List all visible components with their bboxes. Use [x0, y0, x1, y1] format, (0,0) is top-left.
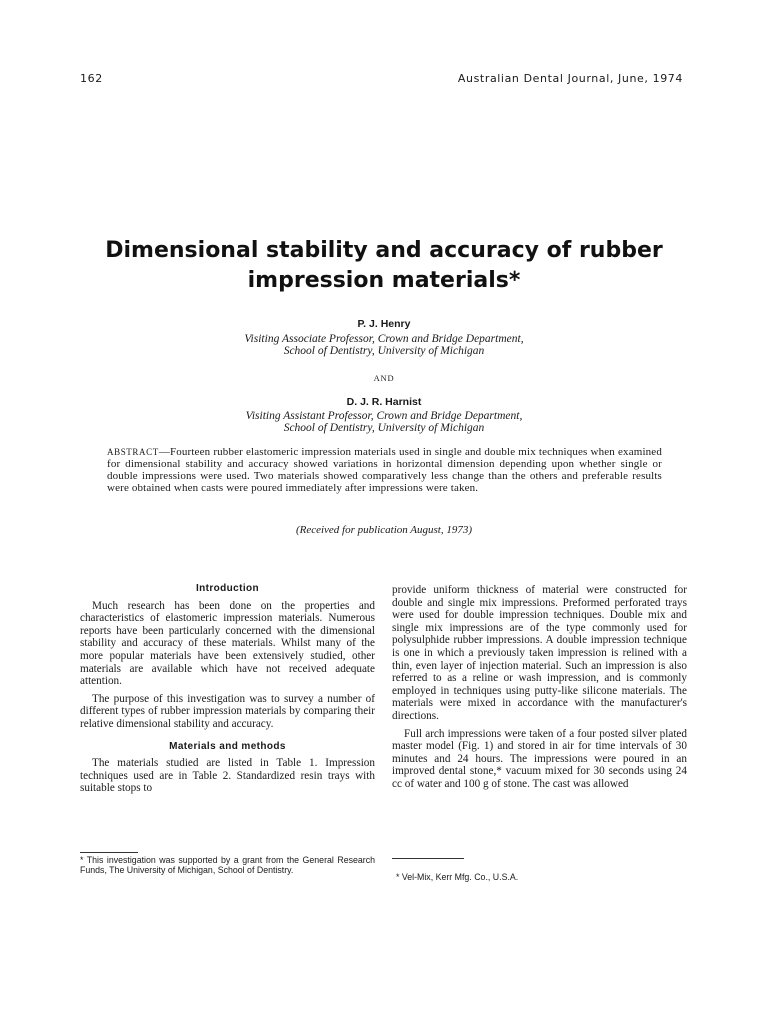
footnote-right: * Vel-Mix, Kerr Mfg. Co., U.S.A.	[396, 872, 519, 882]
right-column	[392, 584, 687, 796]
abstract-label: ABSTRACT	[107, 447, 159, 457]
methods-paragraph-1: The materials studied are listed in Table 1. Impression techniques used are in Table 2. Standardized resin trays with suitable stops to	[80, 757, 375, 795]
footnote-rule-left	[80, 852, 138, 853]
page-number: 162	[80, 72, 103, 85]
left-column	[80, 583, 375, 800]
author-2-affiliation-line2: School of Dentistry, University of Michigan	[283, 422, 485, 434]
footnote-left: * This investigation was supported by a grant from the General Research Funds, The University of Michigan, School of Dentistry.	[80, 855, 375, 875]
received-date: (Received for publication August, 1973)	[295, 524, 473, 536]
and-separator: AND	[373, 373, 395, 383]
introduction-paragraph-1: Much research has been done on the properties and characteristics of elastomeric impression materials. Numerous reports have been particularly concerned with the dimensional stability and accuracy of these materials. Whilst many of the more popular materials have been extensively studied, other materials are available which have not received adequate attention.	[80, 599, 375, 688]
introduction-paragraph-2: The purpose of this investigation was to survey a number of different types of rubber impression materials by comparing their relative dimensional stability and accuracy.	[80, 692, 375, 730]
article-title: Dimensional stability and accuracy of rubber impression materials*	[105, 238, 663, 293]
author-2-affiliation-line1: Visiting Assistant Professor, Crown and Bridge Department,	[245, 410, 523, 422]
author-2-name: D. J. R. Harnist	[346, 396, 422, 408]
methods-paragraph-2: Full arch impressions were taken of a four posted silver plated master model (Fig. 1) and stored in air for time intervals of 30 minutes and 24 hours. The impressions were poured in an improved dental stone,* vacuum mixed for 30 seconds using 24 cc of water and 100 g of stone. The cast was allowed	[392, 727, 687, 790]
abstract-text: —Fourteen rubber elastomeric impression materials used in single and double mix techniques when examined for dimensional stability and accuracy showed variations in horizontal dimension depending upon whether single or double impressions were used. Two materials showed comparatively less change than the others and preferable results were obtained when casts were poured immediately after impressions were taken.	[107, 446, 662, 494]
author-1-affiliation-line1: Visiting Associate Professor, Crown and Bridge Department,	[244, 333, 524, 345]
footnote-rule-right	[392, 858, 464, 859]
author-1-name: P. J. Henry	[357, 318, 411, 330]
introduction-heading: Introduction	[195, 583, 260, 594]
abstract	[107, 446, 662, 494]
running-head: Australian Dental Journal, June, 1974	[457, 72, 683, 85]
methods-paragraph-continued: provide uniform thickness of material were constructed for double and single mix impressions. Preformed perforated trays were used for double impression techniques. Double mix and single mix impressions are of the type commonly used for polysulphide rubber impressions. A double impression technique is one in which a previously taken impression is relined with a thin, even layer of injection material. Such an impression is also referred to as a reline or wash impression, and is commonly employed in techniques using putty-like silicone materials. The materials were mixed in accordance with the manufacturer's directions.	[392, 584, 687, 722]
author-1-affiliation-line2: School of Dentistry, University of Michigan	[283, 345, 485, 357]
methods-heading: Materials and methods	[169, 740, 286, 752]
